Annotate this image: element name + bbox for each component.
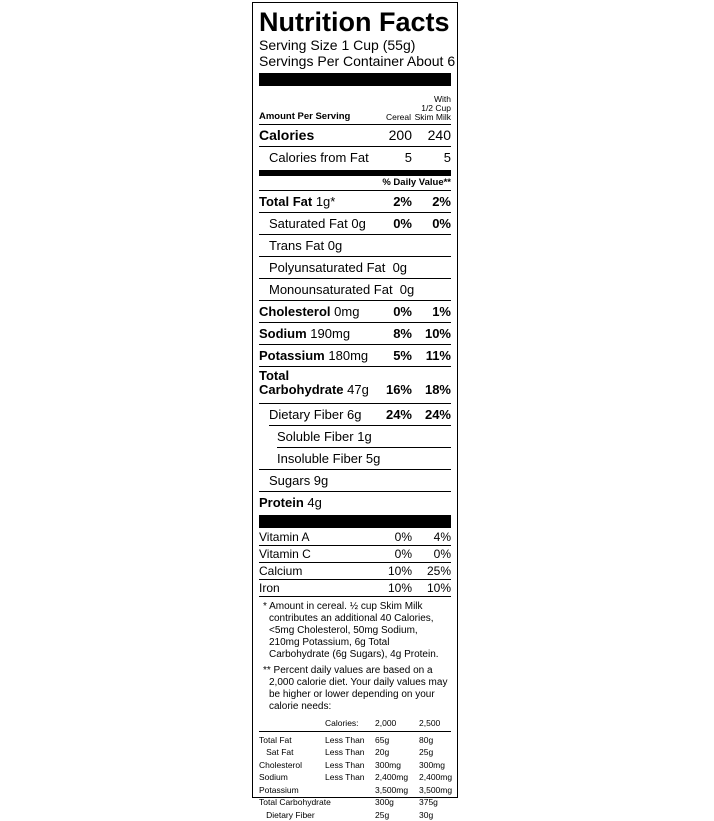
potassium-row: Potassium 180mg 5% 11% <box>259 345 451 366</box>
dv-row: Cholesterol Less Than 300mg 300mg <box>259 759 451 772</box>
footnote-daily-values: ** Percent daily values are based on a 2,000 calorie diet. Your daily values may be higher or lower depending on your calorie needs: <box>259 665 451 713</box>
nutrition-facts-label <box>252 2 458 798</box>
protein-row: Protein 4g <box>259 492 451 513</box>
dv-row: Dietary Fiber 25g 30g <box>259 809 451 821</box>
trans-fat-row: Trans Fat 0g <box>259 235 451 256</box>
iron-row: Iron 10% 10% <box>259 580 451 596</box>
dv-row: Total Carbohydrate 300g 375g <box>259 796 451 809</box>
col-milk: With 1/2 Cup Skim Milk <box>411 95 451 122</box>
saturated-fat-row: Saturated Fat 0g 0% 0% <box>259 213 451 234</box>
thick-divider <box>259 73 451 86</box>
servings-per-container: Servings Per Container About 6 <box>259 53 451 69</box>
column-header <box>259 88 451 124</box>
total-carbohydrate-row: Total Carbohydrate 47g 16% 18% <box>259 367 451 403</box>
dv-table-header: Calories: 2,000 2,500 <box>259 717 451 730</box>
calories-from-fat-row: Calories from Fat 5 5 <box>259 147 451 168</box>
dv-row: Total Fat Less Than 65g 80g <box>259 734 451 747</box>
calories-row: Calories 200 240 <box>259 125 451 146</box>
serving-size: Serving Size 1 Cup (55g) <box>259 37 451 53</box>
dv-row: Sodium Less Than 2,400mg 2,400mg <box>259 771 451 784</box>
insoluble-fiber-row: Insoluble Fiber 5g <box>259 448 451 469</box>
cholesterol-row: Cholesterol 0mg 0% 1% <box>259 301 451 322</box>
label-title: Nutrition Facts <box>259 7 451 37</box>
vitamin-a-row: Vitamin A 0% 4% <box>259 529 451 545</box>
footnotes <box>259 601 451 713</box>
amount-per-serving: Amount Per Serving <box>259 111 350 122</box>
sodium-row: Sodium 190mg 8% 10% <box>259 323 451 344</box>
daily-value-header: % Daily Value** <box>259 176 451 190</box>
dietary-fiber-row: Dietary Fiber 6g 24% 24% <box>259 404 451 425</box>
polyunsaturated-fat-row: Polyunsaturated Fat 0g <box>259 257 451 278</box>
soluble-fiber-row: Soluble Fiber 1g <box>259 426 451 447</box>
thick-divider-2 <box>259 515 451 528</box>
dv-row: Sat Fat Less Than 20g 25g <box>259 746 451 759</box>
total-fat-row: Total Fat 1g* 2% 2% <box>259 191 451 212</box>
vitamin-c-row: Vitamin C 0% 0% <box>259 546 451 562</box>
calcium-row: Calcium 10% 25% <box>259 563 451 579</box>
footnote-cereal: * Amount in cereal. ½ cup Skim Milk contributes an additional 40 Calories, <5mg Cholesterol, 50mg Sodium, 210mg Potassium, 6g Total Carbohydrate (6g Sugars), 4g Protein. <box>259 601 451 661</box>
daily-value-table <box>259 717 451 821</box>
col-cereal: Cereal <box>381 112 411 122</box>
monounsaturated-fat-row: Monounsaturated Fat 0g <box>259 279 451 300</box>
sugars-row: Sugars 9g <box>259 470 451 491</box>
dv-row: Potassium 3,500mg 3,500mg <box>259 784 451 797</box>
